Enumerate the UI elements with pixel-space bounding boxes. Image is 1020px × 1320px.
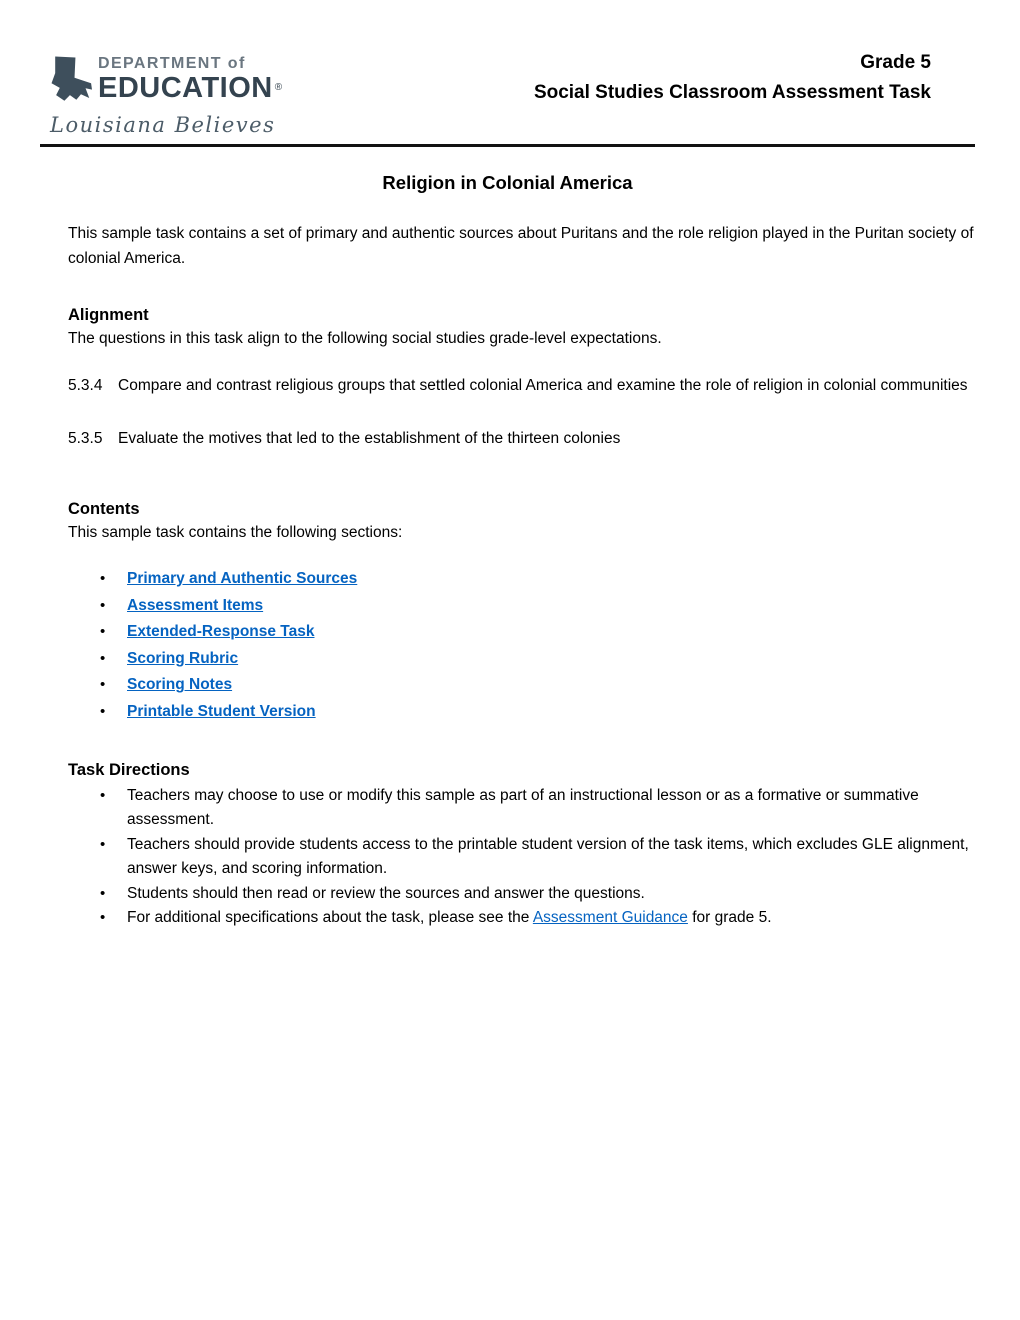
logo-education-row: [98, 73, 282, 108]
task-direction-text-suffix: for grade 5.: [687, 909, 772, 927]
bullet-icon: •: [100, 835, 106, 853]
link-extended-response-task[interactable]: Extended-Response Task: [127, 623, 315, 641]
gle-text: Compare and contrast religious groups that settled colonial America and examine the role of religion in colonial communities: [118, 377, 968, 394]
link-scoring-notes[interactable]: Scoring Notes: [127, 676, 233, 694]
gle-item-5-3-5: [68, 427, 975, 452]
alignment-heading: Alignment: [68, 306, 149, 324]
header-title-block: [534, 46, 931, 108]
link-assessment-items[interactable]: Assessment Items: [127, 596, 264, 614]
document-type-label: Social Studies Classroom Assessment Task: [533, 82, 931, 103]
registered-trademark-icon: ®: [274, 82, 283, 93]
logo-tagline: Louisiana Believes: [50, 113, 276, 137]
bullet-icon: •: [100, 909, 106, 927]
logo-wordmark: [40, 52, 290, 108]
task-directions-list: [68, 784, 975, 931]
contents-list-item: [68, 566, 975, 593]
bullet-icon: •: [100, 570, 106, 587]
task-direction-item: [68, 784, 975, 833]
page-title: Religion in Colonial America: [382, 172, 633, 193]
louisiana-doe-logo: [40, 52, 290, 137]
logo-text-block: [98, 52, 282, 108]
bullet-icon: •: [100, 702, 106, 720]
link-assessment-guidance[interactable]: Assessment Guidance: [532, 909, 688, 927]
task-direction-text-prefix: For additional specifications about the task, please see the: [127, 909, 533, 927]
intro-paragraph: This sample task contains a set of primary and authentic sources about Puritans and the role religion played in the Puritan society of colonial America.: [68, 225, 974, 267]
task-direction-item: [68, 833, 975, 882]
task-directions-heading: Task Directions: [68, 760, 190, 779]
bullet-icon: •: [100, 649, 106, 667]
bullet-icon: •: [100, 786, 106, 804]
contents-list-item: [68, 672, 975, 699]
header-divider: [40, 144, 975, 147]
task-direction-text: [127, 909, 772, 926]
alignment-description: The questions in this task align to the following social studies grade-level expectations.: [68, 330, 662, 347]
contents-link-list: [68, 566, 975, 726]
contents-heading: Contents: [68, 500, 140, 518]
task-direction-text: Teachers may choose to use or modify this sample as part of an instructional lesson or as a formative or summative assessment.: [127, 786, 919, 829]
document-body: [40, 221, 975, 931]
bullet-icon: •: [100, 596, 106, 614]
bullet-icon: •: [100, 884, 106, 902]
link-printable-student-version[interactable]: Printable Student Version: [127, 702, 316, 720]
logo-education-text: EDUCATION: [98, 72, 273, 104]
louisiana-state-icon: [46, 52, 92, 108]
contents-list-item: [68, 593, 975, 620]
gle-code: 5.3.4: [68, 377, 103, 394]
document-header: [40, 46, 975, 137]
contents-list-item: [68, 646, 975, 673]
bullet-icon: •: [100, 623, 106, 641]
link-primary-and-authentic-sources[interactable]: Primary and Authentic Sources: [127, 570, 358, 587]
task-direction-item: [68, 882, 975, 907]
task-direction-text: Teachers should provide students access to the printable student version of the task items, which excludes GLE alignment, answer keys, and scoring information.: [127, 835, 969, 878]
grade-label: Grade 5: [860, 52, 931, 73]
gle-text: Evaluate the motives that led to the establishment of the thirteen colonies: [118, 429, 621, 447]
task-direction-text: Students should then read or review the sources and answer the questions.: [127, 884, 645, 902]
gle-code: 5.3.5: [68, 429, 103, 447]
contents-list-item: [68, 619, 975, 646]
link-scoring-rubric[interactable]: Scoring Rubric: [127, 649, 239, 667]
logo-department-text: DEPARTMENT of: [98, 55, 246, 72]
task-direction-item: [68, 906, 975, 931]
bullet-icon: •: [100, 676, 106, 694]
contents-list-item: [68, 699, 975, 726]
contents-description: This sample task contains the following sections:: [68, 524, 403, 541]
gle-item-5-3-4: [68, 374, 975, 399]
